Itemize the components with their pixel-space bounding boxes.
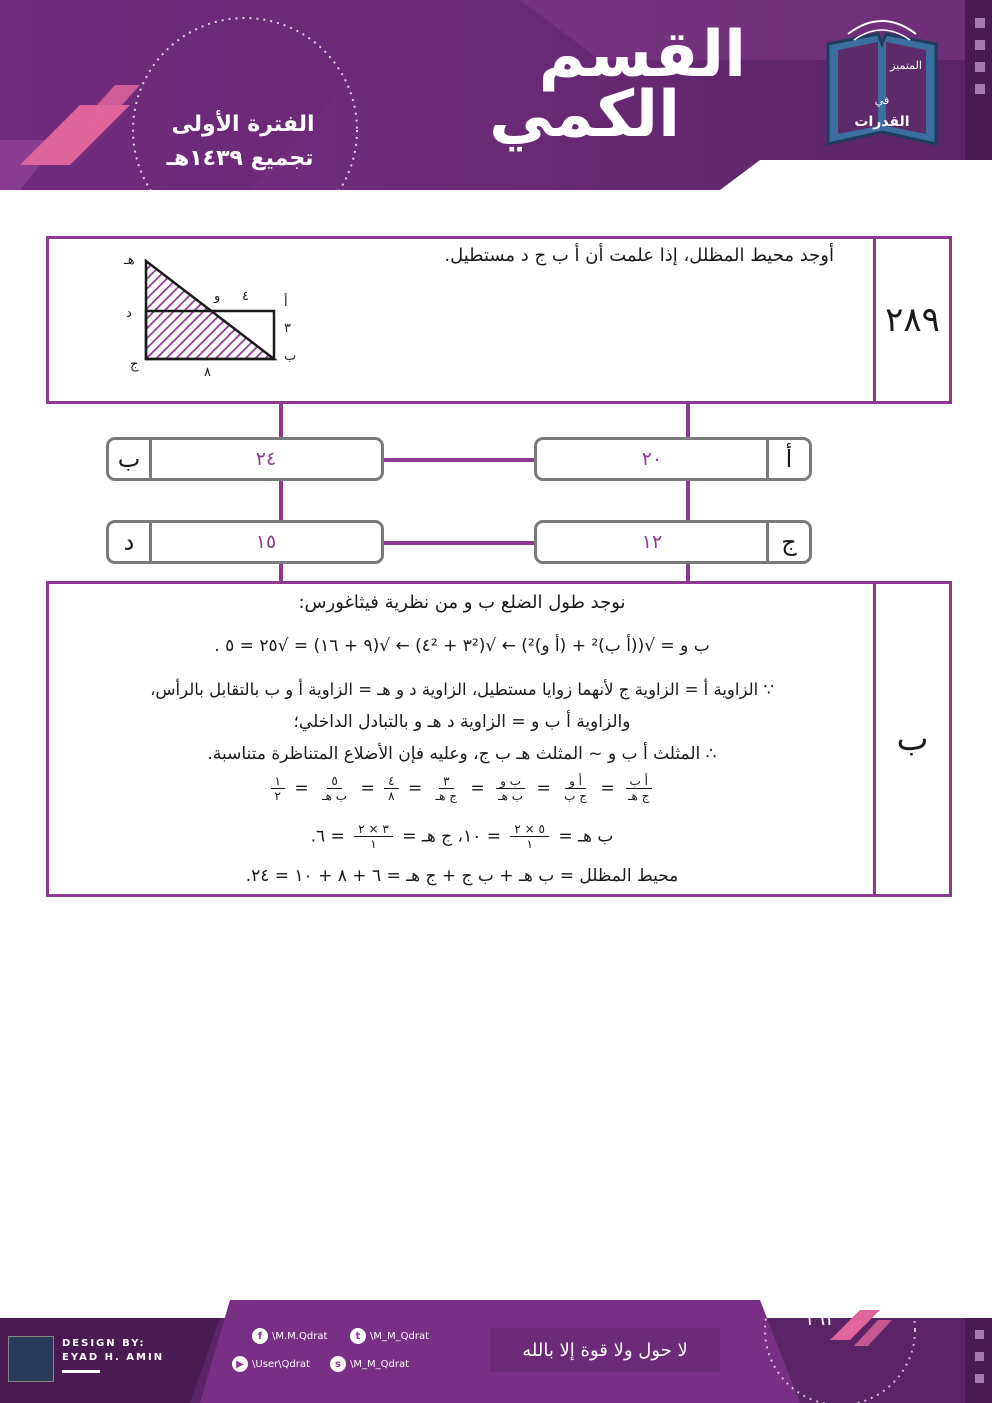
design-by-label: DESIGN BY: bbox=[62, 1338, 146, 1349]
calligraphy-text: لا حول ولا قوة إلا بالله bbox=[490, 1328, 720, 1372]
option-b[interactable] bbox=[106, 437, 384, 481]
label-top-segment: ٤ bbox=[242, 289, 249, 304]
option-d[interactable] bbox=[106, 520, 384, 564]
solution-line-2: ب و = √((أ ب)² + (أ و)²) ← √(٣² + ٤²) ← √(٩ + ١٦) = √٢٥ = ٥ . bbox=[214, 636, 710, 656]
fraction-3: $\frac{\text{ب و}}{\text{ب هـ}}$ bbox=[498, 774, 524, 803]
logo-text-2: في bbox=[874, 94, 890, 107]
option-b-value: ٢٤ bbox=[255, 448, 277, 470]
connector-row2 bbox=[382, 541, 536, 545]
label-w: و bbox=[214, 289, 221, 304]
social-youtube[interactable]: ▶ \User\Qdrat bbox=[232, 1356, 310, 1372]
section-title-line1: القسم bbox=[538, 18, 746, 92]
solution-line-8: محيط المظلل = ب هـ + ب ج + ج هـ = ٦ + ٨ + ١٠ = ٢٤. bbox=[245, 866, 679, 886]
fraction-9: $\frac{٣ \times ٢}{١}$ bbox=[354, 822, 393, 851]
solution-box bbox=[46, 581, 952, 897]
page-header bbox=[0, 0, 992, 190]
solution-proportion: $\frac{\text{أ ب}}{\text{ج هـ}}$ = $\frac{\text{أ و}}{\text{ج ب}}$ = $\frac{\text{ب و}}{\text{ب هـ}}$ = $\frac{٣}{\text{ج هـ}}$ = $\frac{٤}{٨}$ = $\frac{٥}{\text{ب هـ}}$ = $\frac{١}{٢}$ bbox=[49, 774, 875, 803]
option-a-value: ٢٠ bbox=[641, 448, 663, 470]
collection-label: تجميع ١٤٣٩هـ bbox=[166, 146, 314, 171]
option-b-letter: ب bbox=[109, 440, 152, 478]
connector-row1 bbox=[382, 458, 536, 462]
option-a-letter: أ bbox=[766, 440, 809, 478]
book-logo-icon bbox=[818, 14, 946, 154]
social-twitter[interactable]: t \M_M_Qdrat bbox=[350, 1328, 429, 1344]
option-a[interactable] bbox=[534, 437, 812, 481]
question-box bbox=[46, 236, 952, 404]
label-a: أ bbox=[284, 295, 288, 310]
snapchat-icon: s bbox=[330, 1356, 346, 1372]
label-d: د bbox=[126, 306, 132, 321]
fraction-6: $\frac{٥}{\text{ب هـ}}$ bbox=[322, 774, 348, 803]
fraction-7: $\frac{١}{٢}$ bbox=[271, 774, 285, 803]
social-snapchat[interactable]: s \M_M_Qdrat bbox=[330, 1356, 409, 1372]
fraction-8: $\frac{٥ \times ٢}{١}$ bbox=[510, 822, 549, 851]
shaded-figure-drawing bbox=[124, 251, 324, 391]
designer-name: EYAD H. AMIN bbox=[62, 1352, 165, 1363]
geometry-figure bbox=[124, 251, 324, 391]
designer-logo-icon bbox=[8, 1336, 54, 1382]
period-label: الفترة الأولى bbox=[171, 112, 315, 137]
option-d-letter: د bbox=[109, 523, 152, 561]
option-c[interactable] bbox=[534, 520, 812, 564]
solution-line-4: والزاوية أ ب و = الزاوية د هـ و بالتبادل الداخلي؛ bbox=[293, 712, 631, 732]
solution-line-5: ∴ المثلث أ ب و ~ المثلث هـ ب ج، وعليه فإن الأضلاع المتناظرة متناسبة. bbox=[207, 744, 717, 764]
option-c-value: ١٢ bbox=[641, 531, 663, 553]
facebook-icon: f bbox=[252, 1328, 268, 1344]
correct-answer: ب bbox=[873, 584, 949, 894]
solution-computation: ب هـ = $\frac{٥ \times ٢}{١}$ = ١٠، ج هـ = $\frac{٣ \times ٢}{١}$ = ٦. bbox=[310, 822, 614, 851]
fraction-4: $\frac{٣}{\text{ج هـ}}$ bbox=[435, 774, 458, 803]
fraction-5: $\frac{٤}{٨}$ bbox=[384, 774, 398, 803]
label-side-right: ٣ bbox=[284, 321, 291, 336]
question-text: أوجد محيط المظلل، إذا علمت أن أ ب ج د مستطيل. bbox=[444, 245, 834, 266]
fraction-1: $\frac{\text{أ ب}}{\text{ج هـ}}$ bbox=[624, 774, 653, 803]
page-footer bbox=[0, 1300, 992, 1403]
page-number: ١٦٣ bbox=[803, 1306, 837, 1330]
solution-line-3: ∵ الزاوية أ = الزاوية ج لأنهما زوايا مستطيل، الزاوية د و هـ = الزاوية أ و ب بالتقابل بالرأس، bbox=[150, 680, 774, 699]
question-number: ٢٨٩ bbox=[873, 239, 949, 401]
label-h: هـ bbox=[124, 253, 135, 268]
label-side-bottom: ٨ bbox=[204, 365, 211, 380]
youtube-icon: ▶ bbox=[232, 1356, 248, 1372]
fraction-2: $\frac{\text{أ و}}{\text{ج ب}}$ bbox=[564, 774, 587, 803]
label-b: ب bbox=[284, 349, 297, 364]
label-j: ج bbox=[130, 357, 139, 372]
section-title-line2: الكمي bbox=[489, 78, 680, 152]
social-facebook[interactable]: f \M.M.Qdrat bbox=[252, 1328, 327, 1344]
designer-underline bbox=[62, 1370, 100, 1373]
logo-text-1: المتميز bbox=[890, 59, 922, 72]
brand-logo bbox=[818, 14, 946, 154]
solution-line-1: نوجد طول الضلع ب و من نظرية فيثاغورس: bbox=[298, 592, 626, 613]
option-c-letter: ج bbox=[766, 523, 809, 561]
twitter-icon: t bbox=[350, 1328, 366, 1344]
option-d-value: ١٥ bbox=[255, 531, 277, 553]
logo-text-3: القدرات bbox=[854, 114, 910, 130]
